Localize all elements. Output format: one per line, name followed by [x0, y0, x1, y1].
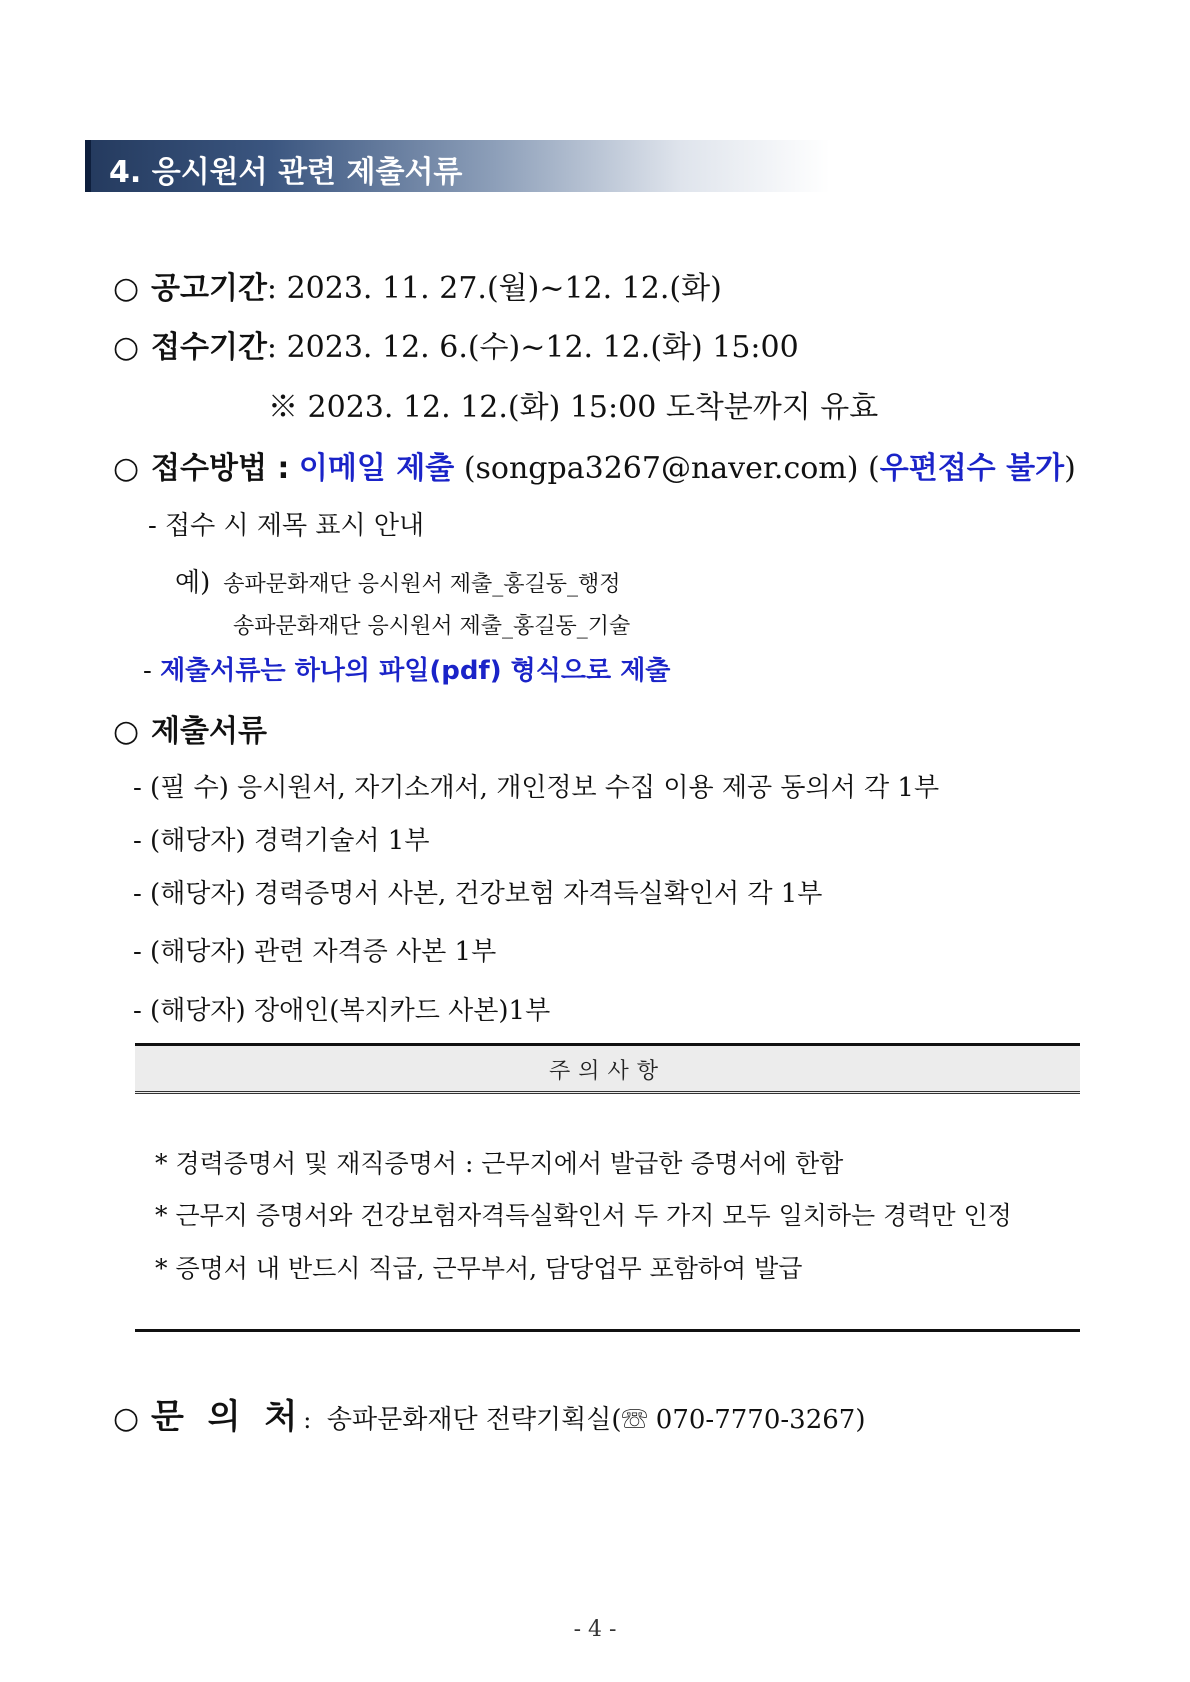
- notice-item: * 경력증명서 및 재직증명서 : 근무지에서 발급한 증명서에 한함: [155, 1149, 844, 1178]
- announce-period-line: [113, 263, 722, 307]
- file-note-dash: -: [143, 656, 161, 686]
- document-item: - (필 수) 응시원서, 자기소개서, 개인정보 수집 이용 제공 동의서 각 1부: [133, 773, 940, 803]
- announce-period-label: 공고기간: [151, 271, 267, 306]
- document-item: - (해당자) 경력증명서 사본, 건강보험 자격득실확인서 각 1부: [133, 879, 823, 909]
- document-item: - (해당자) 장애인(복지카드 사본)1부: [133, 996, 551, 1026]
- postal-close-paren: ): [1064, 451, 1076, 486]
- notice-bottom-rule: [135, 1329, 1080, 1332]
- postal-open-paren: (: [868, 451, 880, 486]
- documents-label: 제출서류: [151, 714, 267, 749]
- notice-item: * 증명서 내 반드시 직급, 근무부서, 담당업무 포함하여 발급: [155, 1254, 803, 1283]
- notice-header-box: [135, 1043, 1080, 1094]
- section-title: 4. 응시원서 관련 제출서류: [109, 155, 463, 190]
- contact-label: 문 의 처: [151, 1397, 304, 1437]
- email-submission-text: 이메일 제출: [298, 451, 455, 486]
- bullet-circle-icon: ○: [113, 1401, 140, 1436]
- notice-title: 주의사항: [548, 1059, 666, 1084]
- receipt-period-value: : 2023. 12. 6.(수)~12. 12.(화) 15:00: [266, 330, 799, 365]
- submission-method-line: [113, 443, 1076, 487]
- documents-line: [113, 706, 267, 750]
- bullet-circle-icon: ○: [113, 451, 140, 486]
- section-banner: [85, 140, 830, 192]
- document-item: - (해당자) 관련 자격증 사본 1부: [133, 937, 497, 967]
- bullet-circle-icon: ○: [113, 714, 140, 749]
- document-item: - (해당자) 경력기술서 1부: [133, 826, 430, 856]
- example-prefix: 예): [175, 568, 211, 598]
- page-number: - 4 -: [573, 1617, 617, 1642]
- submission-method-label: 접수방법 :: [151, 451, 290, 486]
- receipt-period-label: 접수기간: [151, 330, 267, 365]
- contact-colon: :: [303, 1406, 312, 1434]
- bullet-circle-icon: ○: [113, 271, 140, 306]
- notice-item: * 근무지 증명서와 건강보험자격득실확인서 두 가지 모두 일치하는 경력만 인정: [155, 1201, 1012, 1230]
- file-format-note: [143, 650, 670, 687]
- bullet-circle-icon: ○: [113, 330, 140, 365]
- example-line-1: [175, 562, 621, 599]
- announce-period-value: : 2023. 11. 27.(월)~12. 12.(화): [266, 271, 722, 306]
- example-subject-1: 송파문화재단 응시원서 제출_홍길동_행정: [223, 572, 621, 597]
- file-format-text: 제출서류는 하나의 파일(pdf) 형식으로 제출: [160, 656, 671, 686]
- receipt-deadline-note: ※ 2023. 12. 12.(화) 15:00 도착분까지 유효: [268, 390, 879, 425]
- subject-guide-text: - 접수 시 제목 표시 안내: [148, 511, 425, 541]
- email-address: (songpa3267@naver.com): [463, 451, 859, 486]
- no-postal-text: 우편접수 불가: [879, 451, 1065, 486]
- contact-value: 송파문화재단 전략기획실(☏ 070-7770-3267): [326, 1405, 866, 1435]
- example-subject-2: 송파문화재단 응시원서 제출_홍길동_기술: [233, 614, 631, 639]
- receipt-period-line: [113, 322, 799, 366]
- contact-line: [113, 1389, 865, 1438]
